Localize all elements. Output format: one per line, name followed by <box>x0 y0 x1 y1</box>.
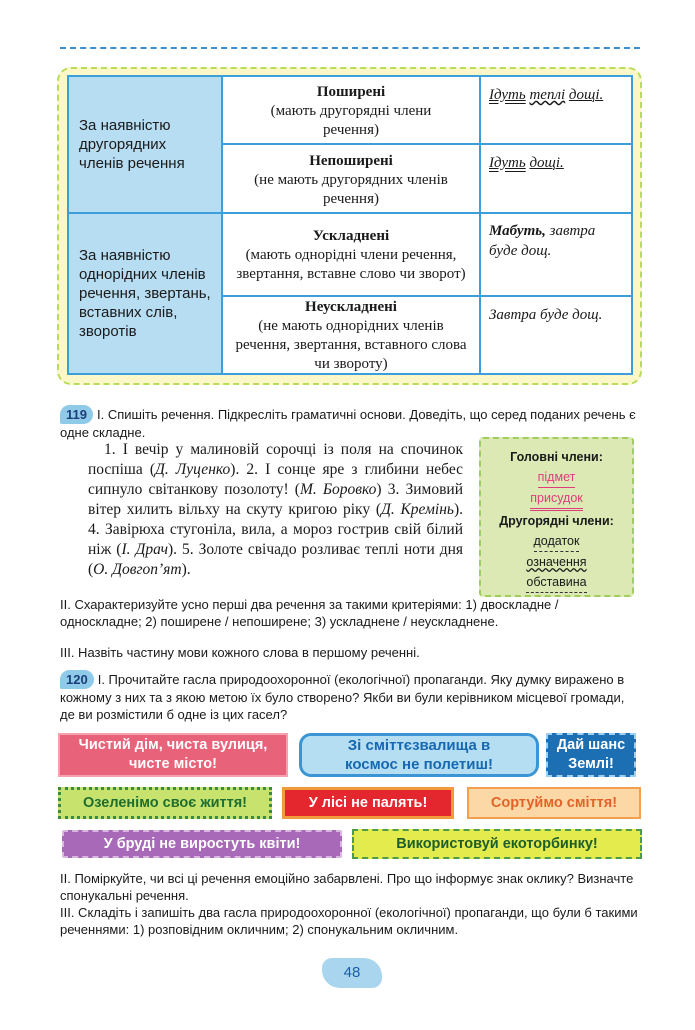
term-predicate: присудок <box>530 488 583 511</box>
sentence-text: Завірюха стугоніла, вила, а мороз гострив свій білий ніж <box>88 521 464 558</box>
type-title: Поширені <box>316 83 386 100</box>
type-title: Непоширені <box>309 152 393 169</box>
example-word: дощ. <box>572 307 603 323</box>
sentence: 3. Зимовий вітер хилить вільху на скуту кригою ріку (Д. Кремінь). <box>88 481 463 518</box>
grid-line <box>221 295 631 297</box>
example-extended <box>481 79 631 111</box>
exercise-120-task-2: ІІ. Поміркуйте, чи всі ці речення емоційно забарвлені. Про що інформує знак оклику? Визначте спонукальні речення. <box>60 871 634 903</box>
type-title: Ускладнені <box>312 227 390 244</box>
sentence-members-sidebar <box>479 437 634 597</box>
slogan-sort-waste: Сортуймо сміття! <box>467 787 641 819</box>
type-note: (мають однорідні члени речення, звертання, вставне слово чи зворот) <box>236 246 466 282</box>
sentence-author: Д. Луценко <box>154 461 231 478</box>
sentence: 1. І вечір у малиновій сорочці із поля на спочинок поспіша (Д. Луценко). <box>88 441 463 478</box>
slogan-give-earth-chance: Дай шанс Землі! <box>546 733 636 777</box>
exercise-119-sentences <box>88 440 463 580</box>
sentence-types-table <box>67 75 633 375</box>
type-cell-complicated <box>223 215 479 295</box>
page-number: 48 <box>322 958 382 988</box>
term-adverbial: обставина <box>526 572 586 593</box>
slogan-landfill-space: Зі сміттєзвалища в космос не полетиш! <box>299 733 539 777</box>
slogan-no-burning-forest: У лісі не палять! <box>282 787 454 819</box>
example-word: теплі <box>529 87 566 103</box>
example-uncomplicated <box>481 299 631 331</box>
type-cell-extended <box>223 79 479 143</box>
secondary-members-title: Другорядні члени: <box>499 514 614 528</box>
sentence-text: І сонце яре з глибини небес сипнуло світанкову позолоту! <box>88 461 464 498</box>
type-note: (не мають однорідних членів речення, звертання, вставного слова чи звороту) <box>235 318 467 372</box>
example-unextended <box>481 147 631 179</box>
sentence-number: 1. <box>104 441 123 458</box>
task-text: І. Прочитайте гасла природоохоронної (екологічної) пропаганди. Яку думку виражено в кожному з них та з якою метою їх було створено? Якби ви були керівником місцевої громади, де ви розмістили б одне із цих гасел? <box>60 672 625 722</box>
exercise-119-task-3: ІІІ. Назвіть частину мови кожного слова в першому реченні. <box>60 645 420 660</box>
top-dashed-rule <box>60 47 640 49</box>
exercise-119-task-2: ІІ. Схарактеризуйте усно перші два речення за такими критеріями: 1) двоскладне / односкладне; 2) поширене / непоширене; 3) ускладнене / неускладнене. <box>60 597 559 629</box>
sentence-author: О. Довгоп’ят <box>93 561 182 578</box>
category-cell-homogeneous-members <box>69 214 221 373</box>
example-word: буде <box>489 243 518 259</box>
slogan-green-life: Озеленімо своє життя! <box>58 787 272 819</box>
exercise-number-badge: 120 <box>60 670 94 689</box>
grid-line <box>221 143 631 145</box>
exercise-number-badge: 119 <box>60 405 93 424</box>
sentence-text: І вечір у малиновій сорочці із поля на спочинок поспіша <box>88 441 463 478</box>
slogan-clean-home: Чистий дім, чиста вулиця, чисте місто! <box>58 733 288 777</box>
example-word: дощ. <box>521 243 552 259</box>
task-text: І. Спишіть речення. Підкресліть граматичні основи. Доведіть, що серед поданих речень є одне складне. <box>60 407 636 440</box>
sentence-number: 4. <box>88 521 106 538</box>
grid-line <box>479 77 481 373</box>
sentence-author: І. Драч <box>121 541 169 558</box>
type-note: (мають другорядні члени речення) <box>270 102 432 138</box>
grid-line <box>221 77 223 373</box>
slogan-eco-bag: Використовуй екоторбинку! <box>352 829 642 859</box>
example-word: дощі. <box>529 155 564 171</box>
example-word: дощі. <box>568 87 604 103</box>
term-attribute: означення <box>526 555 587 569</box>
term-object: додаток <box>534 531 580 552</box>
type-cell-unextended <box>223 147 479 213</box>
exercise-119-task-1 <box>60 405 640 441</box>
main-members-title: Головні члени: <box>510 450 603 464</box>
term-subject: підмет <box>538 467 576 488</box>
example-complicated <box>481 215 631 267</box>
sentence-text: Золоте свічадо розливає теплі ноти дня <box>198 541 464 558</box>
example-word: завтра <box>549 223 596 239</box>
sentence-types-table-frame <box>57 67 642 385</box>
example-word: Ідуть <box>489 155 526 171</box>
sentence-author: М. Боровко <box>299 481 377 498</box>
sentence-number: 3. <box>387 481 406 498</box>
sentence: 4. Завірюха стугоніла, вила, а мороз гострив свій білий ніж (І. Драч). <box>88 521 464 558</box>
example-word: буде <box>540 307 569 323</box>
slogan-no-flowers-in-dirt: У бруді не виростуть квіти! <box>62 830 342 858</box>
type-title: Неускладнені <box>305 299 397 315</box>
exercise-120-task-3: ІІІ. Складіть і запишіть два гасла природоохоронної (екологічної) пропаганди, що були б такими реченнями: 1) розповідним окличним; 2) спонукальним окличним. <box>60 905 638 937</box>
type-cell-uncomplicated <box>223 297 479 375</box>
sentence-number: 2. <box>246 461 266 478</box>
type-note: (не мають другорядних членів речення) <box>254 171 448 207</box>
category-label: За наявністю другорядних членів речення <box>79 117 185 172</box>
sentence: 5. Золоте свічадо розливає теплі ноти дня (О. Довгоп’ят). <box>88 541 464 578</box>
category-cell-secondary-members <box>69 77 221 212</box>
sentence: 2. І сонце яре з глибини небес сипнуло світанкову позолоту! (М. Боровко) <box>88 461 464 498</box>
example-word: Ідуть <box>489 87 526 103</box>
category-label: За наявністю однорідних членів речення, звертань, вставних слів, зворотів <box>79 247 211 340</box>
grid-line <box>69 212 631 214</box>
sentence-number: 5. <box>182 541 199 558</box>
exercise-120-task-1 <box>60 670 642 723</box>
sentence-text: Зимовий вітер хилить вільху на скуту кригою ріку <box>88 481 463 518</box>
sentence-author: Д. Кремінь <box>381 501 454 518</box>
example-word: Завтра <box>489 307 537 323</box>
example-word: Мабуть, <box>489 223 546 239</box>
